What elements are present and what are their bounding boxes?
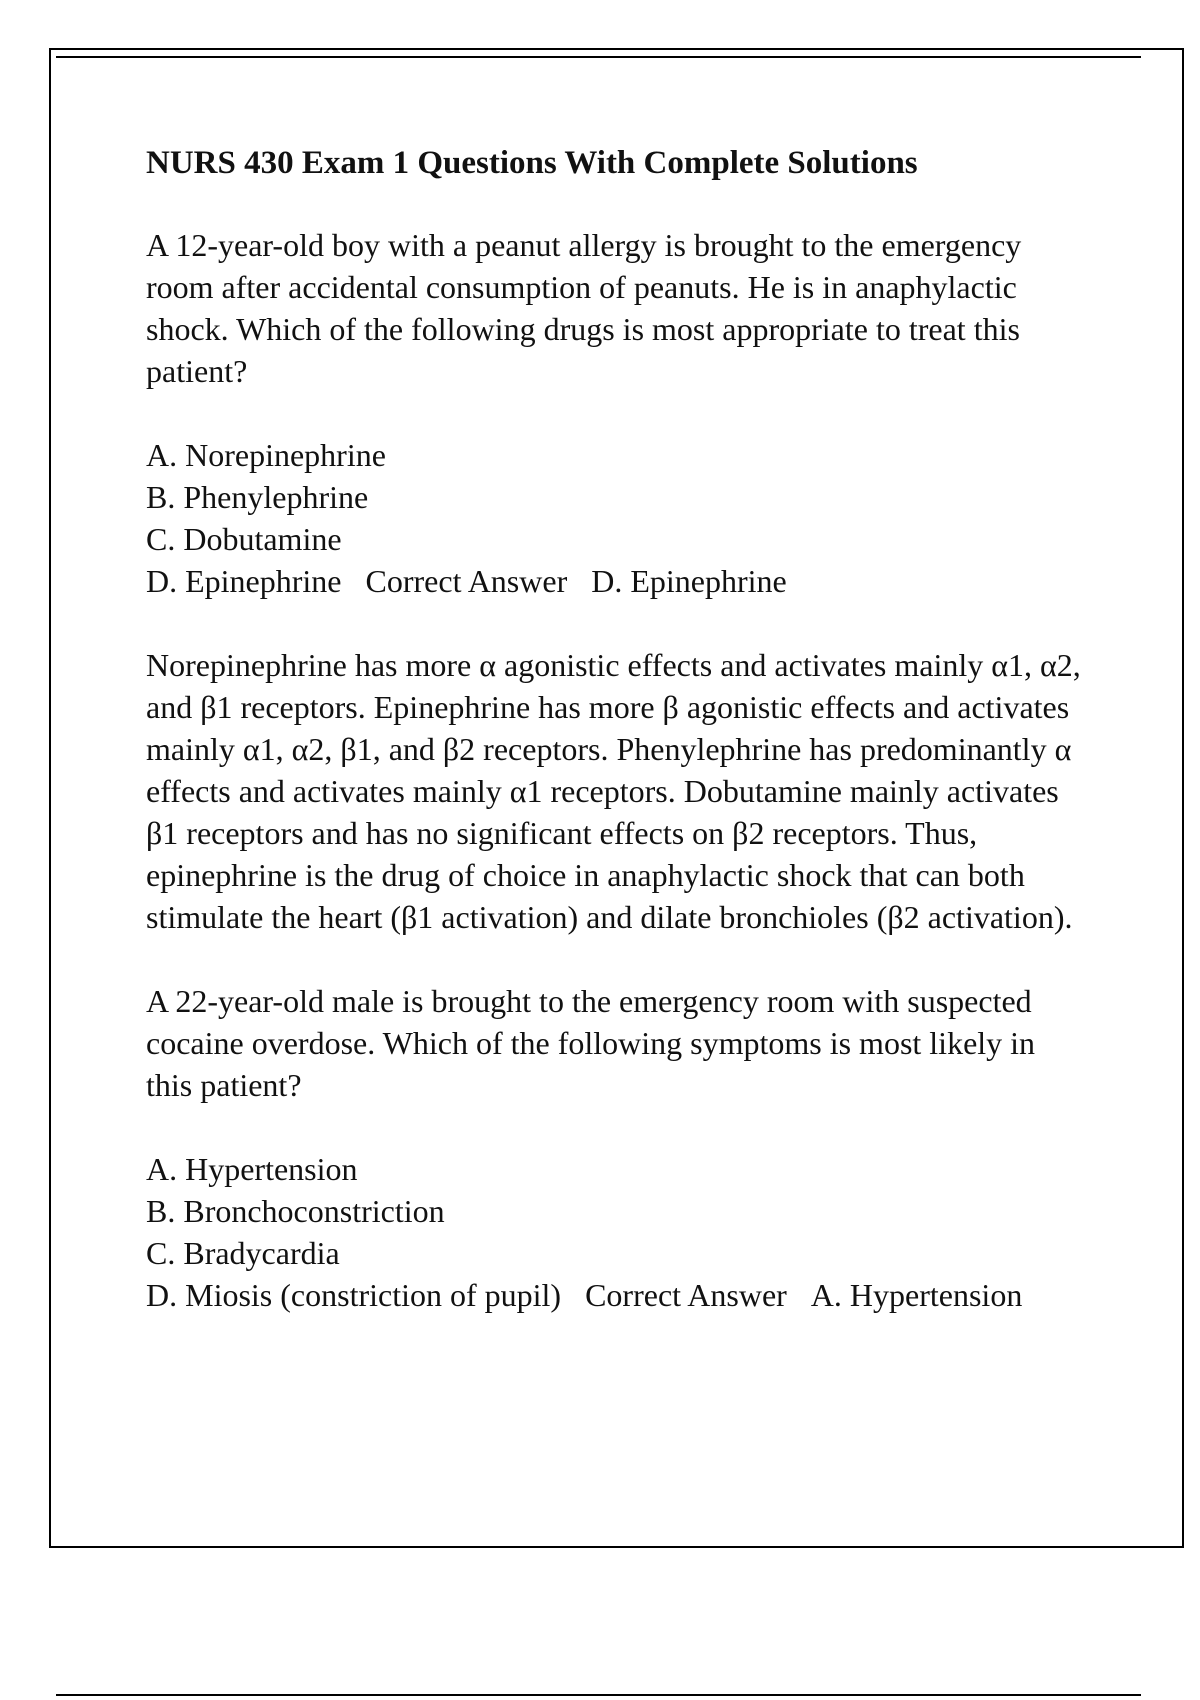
top-rule (56, 56, 1141, 58)
question-1-answer: D. Epinephrine (591, 563, 787, 599)
question-1-option-d: D. Epinephrine (146, 563, 342, 599)
question-1-option-c: C. Dobutamine (146, 521, 342, 557)
question-1-option-b: B. Phenylephrine (146, 479, 369, 515)
question-2-option-c: C. Bradycardia (146, 1235, 340, 1271)
question-1-stem: A 12-year-old boy with a peanut allergy is brought to the emergency room after accidental consumption of peanuts. He is in anaphylactic shock. Which of the following drugs is most appropriate to treat this patient? (146, 227, 1022, 389)
question-1-answer-label: Correct Answer (365, 563, 568, 599)
question-2-answer-label: Correct Answer (585, 1277, 787, 1313)
question-1-option-a: A. Norepinephrine (146, 437, 386, 473)
bottom-rule (56, 1694, 1141, 1696)
document-content (146, 142, 1086, 1358)
question-1-options (146, 434, 1086, 602)
question-2-option-d: D. Miosis (constriction of pupil) (146, 1277, 562, 1313)
question-2-options (146, 1148, 1086, 1316)
question-2-option-a: A. Hypertension (146, 1151, 358, 1187)
question-2-option-b: B. Bronchoconstriction (146, 1193, 445, 1229)
question-1-explanation: Norepinephrine has more α agonistic effects and activates mainly α1, α2, and β1 receptors. Epinephrine has more β agonistic effects and activates mainly α1, α2, β1, and β2 receptors. Phenylephrine has predominantly α effects and activates mainly α1 receptors. Dobutamine mainly activates β1 receptors and has no significant effects on β2 receptors. Thus, epinephrine is the drug of choice in anaphylactic shock that can both stimulate the heart (β1 activation) and dilate bronchioles (β2 activation). (146, 647, 1081, 935)
question-2-option-d-line (146, 1274, 1086, 1316)
document-title: NURS 430 Exam 1 Questions With Complete Solutions (146, 145, 918, 181)
question-2-answer: A. Hypertension (810, 1277, 1023, 1313)
question-2-stem: A 22-year-old male is brought to the emergency room with suspected cocaine overdose. Which of the following symptoms is most likely in this patient? (146, 983, 1036, 1103)
question-1-option-d-line (146, 560, 1086, 602)
